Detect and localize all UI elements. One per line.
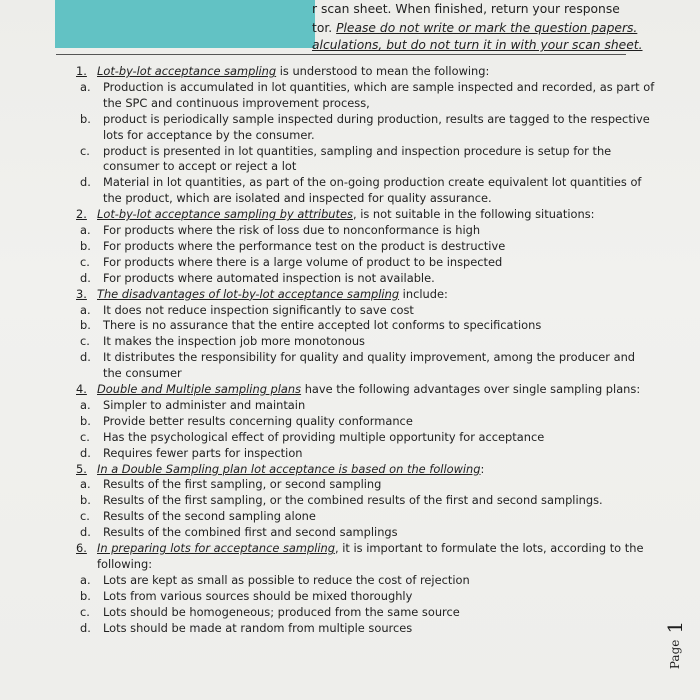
instructions-line-3 xyxy=(312,38,643,52)
option-letter: d. xyxy=(80,525,91,540)
option-letter: b. xyxy=(80,111,91,126)
header-divider xyxy=(56,54,626,55)
option-text: Lots should be homogeneous; produced from the same source xyxy=(103,604,460,619)
option-letter: c. xyxy=(80,429,90,444)
option-letter: d. xyxy=(80,270,91,285)
option-text: the SPC and continuous improvement process, xyxy=(103,95,370,110)
question-title: The disadvantages of lot-by-lot acceptance sampling xyxy=(97,286,400,301)
option-letter: d. xyxy=(80,350,91,365)
question-text: have the following advantages over single sampling plans: xyxy=(301,382,641,396)
question-number: 4. xyxy=(76,382,87,396)
option-text: It does not reduce inspection significantly to save cost xyxy=(103,302,414,317)
option-letter: d. xyxy=(80,175,91,190)
option-text: the product, which are isolated and inspected for quality assurance. xyxy=(103,191,492,206)
option-letter: a. xyxy=(80,397,91,412)
option-text: Has the psychological effect of providing multiple opportunity for acceptance xyxy=(103,429,545,444)
question-number: 3. xyxy=(76,286,87,301)
option-text: For products where there is a large volume of product to be inspected xyxy=(103,254,503,269)
option-letter: c. xyxy=(80,604,90,619)
question-text: : xyxy=(480,461,485,476)
option-text: the consumer xyxy=(103,366,182,381)
question-stem xyxy=(76,541,643,557)
instructions-line-2 xyxy=(312,21,637,35)
question-text: , is not suitable in the following situations: xyxy=(352,207,595,222)
instructions-line-2-text: tor. xyxy=(312,21,337,35)
option-text: Results of the first sampling, or the combined results of the first and second samplings. xyxy=(103,493,603,508)
instructions-line-3-italic: alculations, but do not turn it in with your scan sheet. xyxy=(312,38,643,52)
question-stem xyxy=(76,382,640,398)
question-stem xyxy=(76,207,594,223)
option-letter: b. xyxy=(80,238,91,253)
question-number: 6. xyxy=(76,541,87,555)
option-text: Requires fewer parts for inspection xyxy=(103,445,303,460)
option-letter: d. xyxy=(80,620,91,635)
page-number-label xyxy=(645,620,700,670)
question-stem xyxy=(76,64,489,80)
option-text: For products where the risk of loss due to nonconformance is high xyxy=(103,223,481,237)
option-letter: d. xyxy=(80,445,91,460)
option-text: Results of the first sampling, or second sampling xyxy=(103,477,382,492)
option-text: Results of the combined first and second samplings xyxy=(103,525,398,540)
option-text: Provide better results concerning quality conformance xyxy=(103,413,413,428)
option-letter: a. xyxy=(80,302,91,317)
option-letter: b. xyxy=(80,318,91,333)
option-text: product is presented in lot quantities, sampling and inspection procedure is setup for the xyxy=(103,143,612,158)
question-title: In a Double Sampling plan lot acceptance is based on the following xyxy=(97,461,481,476)
option-text: Material in lot quantities, as part of the on-going production create equivalent lot quantities of xyxy=(103,175,642,190)
option-text: For products where automated inspection is not available. xyxy=(103,270,435,285)
option-letter: c. xyxy=(80,143,90,158)
option-text: Lots are kept as small as possible to reduce the cost of rejection xyxy=(103,572,470,587)
question-number: 2. xyxy=(76,207,87,222)
option-letter: b. xyxy=(80,588,91,603)
option-letter: a. xyxy=(80,477,91,492)
option-text: lots for acceptance by the consumer. xyxy=(103,127,315,142)
option-text: It makes the inspection job more monotonous xyxy=(103,334,365,349)
question-text: include: xyxy=(399,286,448,301)
option-text: Lots from various sources should be mixed thoroughly xyxy=(103,588,413,603)
redaction-box xyxy=(55,0,315,48)
option-letter: a. xyxy=(80,572,91,587)
option-letter: a. xyxy=(80,223,91,237)
option-letter: c. xyxy=(80,334,90,349)
option-text: Results of the second sampling alone xyxy=(103,509,316,524)
option-letter: b. xyxy=(80,493,91,508)
question-title: Double and Multiple sampling plans xyxy=(97,382,302,396)
question-number: 1. xyxy=(76,64,87,78)
option-text: There is no assurance that the entire accepted lot conforms to specifications xyxy=(103,318,542,333)
option-text: Lots should be made at random from multiple sources xyxy=(103,620,413,635)
instructions-line-1: r scan sheet. When finished, return your response xyxy=(312,2,620,16)
option-text: It distributes the responsibility for quality and quality improvement, among the producer and xyxy=(103,350,636,365)
option-letter: c. xyxy=(80,509,90,524)
question-text-continued: following: xyxy=(97,556,153,571)
option-letter: a. xyxy=(80,79,91,94)
option-letter: b. xyxy=(80,413,91,428)
question-number: 5. xyxy=(76,461,87,476)
question-title: Lot-by-lot acceptance sampling xyxy=(97,64,277,78)
question-stem xyxy=(76,287,448,303)
page-word: Page xyxy=(668,639,682,670)
question-title: Lot-by-lot acceptance sampling by attributes xyxy=(97,207,353,222)
option-text: Simpler to administer and maintain xyxy=(103,397,306,412)
option-text: For products where the performance test on the product is destructive xyxy=(103,238,506,253)
question-stem xyxy=(76,462,484,478)
question-text: is understood to mean the following: xyxy=(276,64,490,78)
question-text: , it is important to formulate the lots, according to the xyxy=(335,541,644,555)
option-text: Production is accumulated in lot quantities, which are sample inspected and recorded, as part of xyxy=(103,79,655,94)
question-title: In preparing lots for acceptance sampling xyxy=(97,541,336,555)
option-letter: c. xyxy=(80,254,90,269)
instructions-line-2-italic: Please do not write or mark the question papers. xyxy=(336,21,638,35)
page-number: 1 xyxy=(663,620,687,634)
option-text: product is periodically sample inspected during production, results are tagged to the respective xyxy=(103,111,650,126)
option-text: consumer to accept or reject a lot xyxy=(103,159,297,174)
